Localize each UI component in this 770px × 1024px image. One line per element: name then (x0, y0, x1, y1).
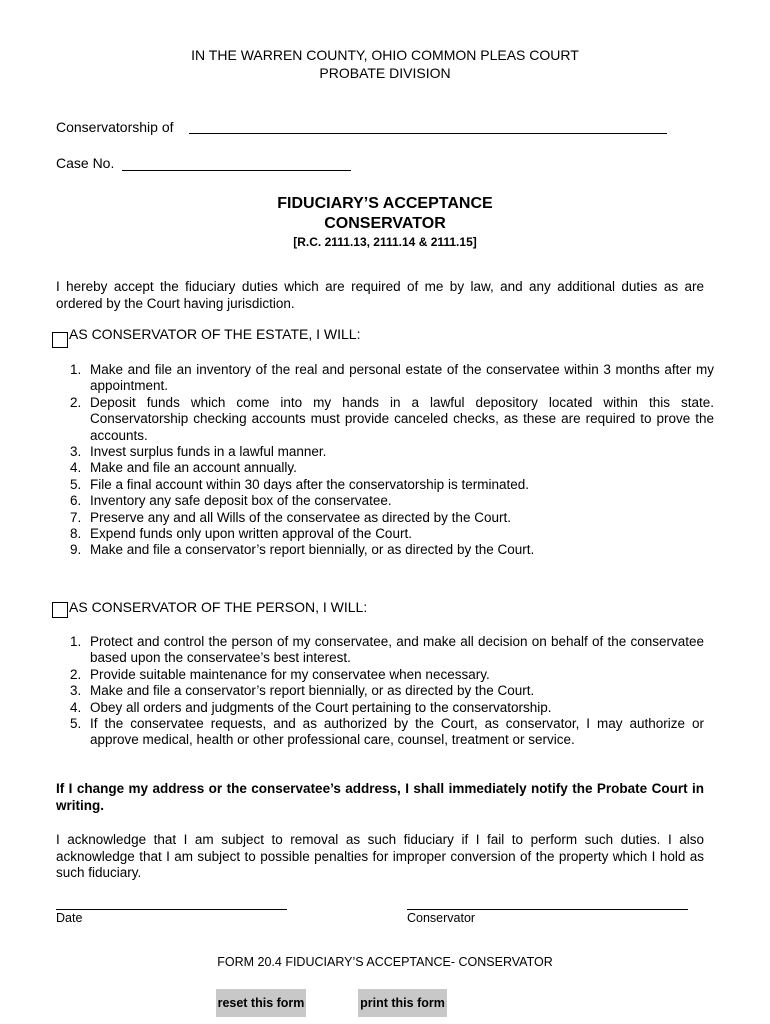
conservatorship-field[interactable] (189, 132, 667, 134)
conservator-signature-line[interactable] (407, 908, 688, 910)
duty-text: Inventory any safe deposit box of the conservatee. (90, 493, 392, 509)
duty-number: 1. (70, 362, 82, 377)
title-line-2: CONSERVATOR (324, 215, 446, 232)
duty-item (56, 395, 714, 444)
estate-duties-list (56, 362, 714, 559)
title-line-1: FIDUCIARY’S ACCEPTANCE (277, 195, 493, 212)
duty-text: Make and file a conservator’s report biennially, or as directed by the Court. (90, 542, 535, 558)
date-label: Date (56, 911, 83, 925)
duty-number: 4. (70, 699, 82, 715)
case-number-field[interactable] (122, 169, 351, 171)
duty-item (56, 510, 714, 526)
conservatorship-label: Conservatorship of (56, 119, 174, 135)
duty-text: Preserve any and all Wills of the conservatee as directed by the Court. (90, 509, 511, 525)
conservator-label: Conservator (407, 911, 476, 925)
duty-number: 9. (70, 542, 82, 558)
duty-item (56, 362, 714, 395)
person-checkbox[interactable] (52, 602, 68, 618)
duty-number: 2. (70, 666, 82, 682)
intro-paragraph: I hereby accept the fiduciary duties which are required of me by law, and any additional duties as are ordered by the Court having jurisdiction. (56, 279, 704, 311)
duty-item (56, 667, 704, 683)
case-number-label: Case No. (56, 155, 115, 171)
duty-number: 5. (70, 716, 82, 732)
duty-text: Make and file a conservator’s report biennially, or as directed by the Court. (90, 683, 535, 699)
duty-text: Make and file an inventory of the real and personal estate of the conservatee within 3 months after my appointment. (90, 362, 714, 394)
duty-number: 1. (70, 634, 82, 649)
statute-reference: [R.C. 2111.13, 2111.14 & 2111.15] (293, 235, 477, 249)
estate-checkbox[interactable] (52, 332, 68, 348)
duty-item (56, 477, 714, 493)
duty-text: Deposit funds which come into my hands in a lawful depository located within this state. Conservatorship checking accounts must provide canceled checks, as these are required to prove the accounts. (90, 394, 714, 443)
duty-text: Provide suitable maintenance for my conservatee when necessary. (90, 666, 490, 682)
duty-item (56, 493, 714, 509)
court-header (0, 46, 770, 82)
court-division: PROBATE DIVISION (319, 65, 451, 81)
address-notice: If I change my address or the conservatee’s address, I shall immediately notify the Probate Court in writing. (56, 781, 704, 813)
document-title (0, 194, 770, 234)
duty-number: 6. (70, 493, 82, 509)
duty-item (56, 634, 704, 667)
duty-item (56, 683, 704, 699)
duty-text: File a final account within 30 days after the conservatorship is terminated. (90, 476, 529, 492)
duty-number: 8. (70, 526, 82, 542)
duty-number: 3. (70, 683, 82, 699)
duty-text: Invest surplus funds in a lawful manner. (90, 444, 327, 460)
duty-number: 4. (70, 460, 82, 476)
duty-number: 7. (70, 509, 82, 525)
duty-number: 3. (70, 444, 82, 460)
duty-text: Make and file an account annually. (90, 460, 297, 476)
duty-text: If the conservatee requests, and as authorized by the Court, as conservator, I may authorize or approve medical, health or other professional care, counsel, treatment or service. (90, 716, 704, 748)
duty-number: 2. (70, 394, 82, 410)
print-form-button[interactable]: print this form (358, 989, 447, 1017)
form-footer: FORM 20.4 FIDUCIARY’S ACCEPTANCE- CONSERVATOR (217, 955, 553, 969)
duty-item (56, 542, 714, 558)
duty-number: 5. (70, 476, 82, 492)
date-signature-line[interactable] (56, 908, 287, 910)
duty-text: Protect and control the person of my conservatee, and make all decision on behalf of the conservatee based upon the conservatee’s best interest. (90, 634, 704, 666)
duty-text: Obey all orders and judgments of the Court pertaining to the conservatorship. (90, 699, 552, 715)
court-name: IN THE WARREN COUNTY, OHIO COMMON PLEAS COURT (191, 47, 579, 63)
person-duties-list (56, 634, 704, 749)
duty-text: Expend funds only upon written approval of the Court. (90, 526, 412, 542)
estate-section-heading: AS CONSERVATOR OF THE ESTATE, I WILL: (69, 326, 361, 342)
person-section-heading: AS CONSERVATOR OF THE PERSON, I WILL: (69, 599, 368, 615)
duty-item (56, 526, 714, 542)
reset-form-button[interactable]: reset this form (216, 989, 306, 1017)
duty-item (56, 460, 714, 476)
duty-item (56, 700, 704, 716)
duty-item (56, 716, 704, 749)
duty-item (56, 444, 714, 460)
acknowledgement-paragraph: I acknowledge that I am subject to removal as such fiduciary if I fail to perform such duties. I also acknowledge that I am subject to possible penalties for improper conversion of the property which I hold as such fiduciary. (56, 832, 704, 880)
